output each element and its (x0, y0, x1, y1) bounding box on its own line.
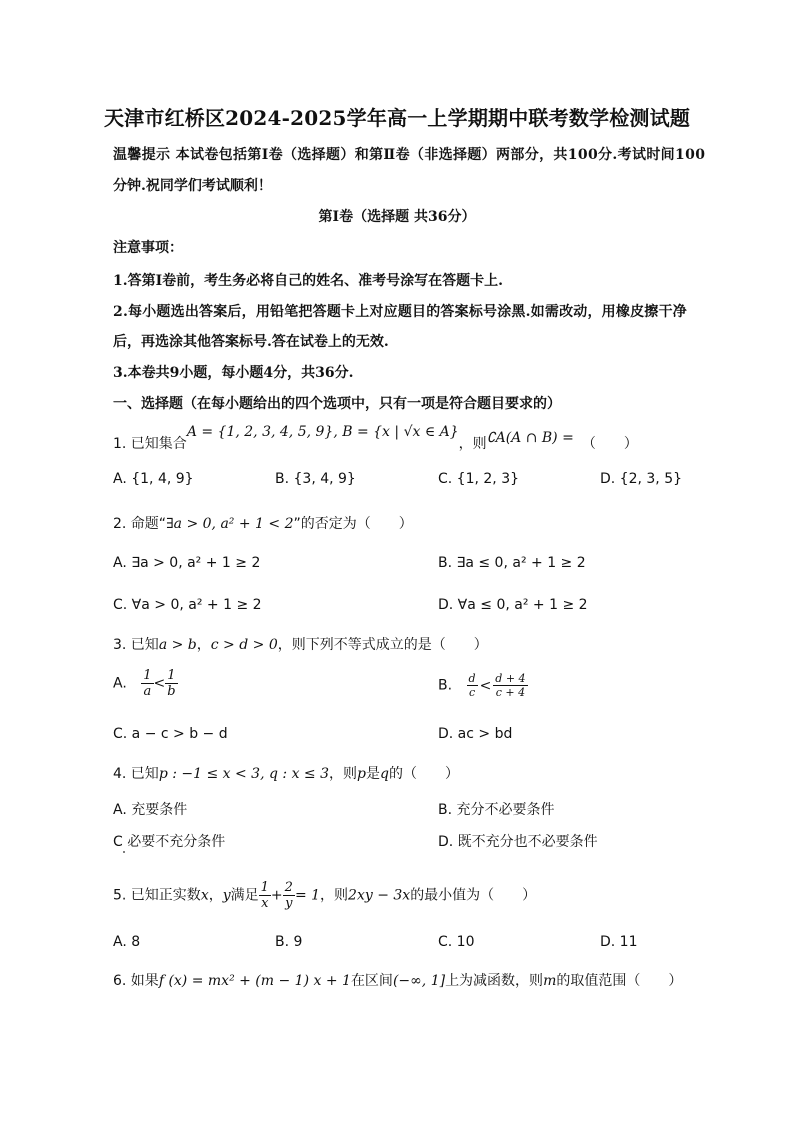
q5-stem-mid-2: ，则 (320, 887, 349, 904)
question-3 (113, 634, 488, 654)
q6-func: f (x) = mx² + (m − 1) x + 1 (158, 973, 351, 989)
q4-q: q (379, 766, 389, 782)
q5-y: y (222, 887, 231, 904)
q4-option-d: D. 既不充分也不必要条件 (438, 834, 598, 850)
q2-option-d: D. ∀a ≤ 0, a² + 1 ≥ 2 (438, 597, 588, 613)
q3-b-num-1: d (468, 672, 476, 685)
q3-stem-sep: ， (196, 637, 211, 653)
q5-option-b: B. 9 (275, 934, 303, 950)
q2-option-b: B. ∃a ≤ 0, a² + 1 ≥ 2 (438, 555, 586, 571)
notes-heading: 注意事项： (113, 240, 183, 256)
q6-m: m (543, 973, 557, 989)
q4-is: 是 (365, 766, 380, 782)
q1-option-b: B. {3, 4, 9} (275, 471, 356, 487)
q1-option-c: C. {1, 2, 3} (438, 471, 520, 487)
q4-p: p (357, 766, 366, 782)
q1-set-b: , B = {x | √x ∈ A} (333, 424, 459, 440)
q3-a-op: < (153, 675, 166, 692)
q2-option-a: A. ∃a > 0, a² + 1 ≥ 2 (113, 555, 261, 571)
q2-stem-math: ∃a > 0, a² + 1 < 2 (166, 516, 294, 532)
question-4 (113, 763, 459, 783)
q3-a-frac-1 (141, 668, 153, 699)
q3-b-frac-1 (467, 672, 478, 699)
q3-b-den-2: c + 4 (495, 686, 526, 699)
q3-a-frac-2 (165, 668, 177, 699)
page-title: 天津市红桥区2024-2025学年高一上学期期中联考数学检测试题 (103, 106, 691, 130)
q4-option-b: B. 充分不必要条件 (438, 802, 555, 818)
q2-option-c: C. ∀a > 0, a² + 1 ≥ 2 (113, 597, 262, 613)
q6-stem-prefix: 6. 如果 (113, 973, 159, 989)
q3-option-c: C. a − c > b − d (113, 726, 228, 742)
q4-stem-math: p : −1 ≤ x < 3, q : x ≤ 3 (158, 766, 330, 782)
question-5 (113, 880, 536, 911)
q3-a-den-2: b (167, 684, 176, 699)
q3-a-num-2: 1 (165, 668, 177, 684)
q3-b-den-1: c (468, 686, 476, 699)
q1-option-d: D. {2, 3, 5} (600, 471, 683, 487)
q6-stem-mid: 在区间 (350, 973, 393, 989)
q5-comma: ， (208, 887, 223, 904)
question-1 (113, 424, 638, 453)
q3-stem-math-2: c > d > 0 (210, 637, 278, 653)
q2-stem-suffix: ”的否定为（ ） (293, 516, 413, 532)
note-1: 1.答第Ⅰ卷前，考生务必将自己的姓名、准考号涂写在答题卡上. (113, 273, 504, 289)
q3-b-num-2: d + 4 (495, 672, 526, 685)
question-2 (113, 513, 413, 533)
q1-option-a: A. {1, 4, 9} (113, 471, 194, 487)
q1-complement: ∁A(A ∩ B) = (486, 430, 574, 446)
q5-stem-prefix: 5. 已知正实数 (113, 887, 201, 904)
note-2b: 后，再选涂其他答案标号.答在试卷上的无效. (113, 334, 389, 350)
q1-stem-prefix: 1. 已知集合 (113, 436, 187, 452)
q5-den-2: y (285, 896, 293, 911)
note-3: 3.本卷共9小题，每小题4分，共36分. (113, 365, 354, 381)
q6-stem-suffix: 的取值范围（ ） (556, 973, 683, 989)
q3-b-label: B. (438, 677, 453, 694)
q1-set-a: A = {1, 2, 3, 4, 5, 9} (186, 424, 334, 440)
q5-frac-2 (283, 880, 295, 911)
q5-eq: = 1 (294, 887, 321, 904)
q1-stem-mid: ，则 (458, 436, 487, 452)
q3-a-label: A. (113, 675, 127, 692)
q3-b-op: < (479, 677, 492, 694)
q3-stem-suffix: ，则下列不等式成立的是（ ） (277, 637, 488, 653)
intro-line-1: 温馨提示 本试卷包括第Ⅰ卷（选择题）和第Ⅱ卷（非选择题）两部分，共100分.考试时间100 (113, 147, 706, 163)
q5-den-1: x (261, 896, 269, 911)
q5-option-c: C. 10 (438, 934, 475, 950)
q3-stem-prefix: 3. 已知 (113, 637, 159, 653)
q4-stem-prefix: 4. 已知 (113, 766, 159, 782)
q3-a-den-1: a (143, 684, 152, 699)
note-2a: 2.每小题选出答案后，用铅笔把答题卡上对应题目的答案标号涂黑.如需改动，用橡皮擦干净 (113, 304, 687, 320)
q5-expr: 2xy − 3x (348, 887, 411, 904)
q3-option-d: D. ac > bd (438, 726, 513, 742)
q3-a-num-1: 1 (143, 668, 152, 683)
q4-option-c: C 必要不充分条件 (113, 834, 226, 850)
q6-stem-mid-2: 上为减函数，则 (445, 973, 544, 989)
q5-stem-mid: 满足 (230, 887, 259, 904)
q3-stem-math-1: a > b (158, 637, 197, 653)
q5-x: x (200, 887, 209, 904)
part-heading: 一、选择题（在每小题给出的四个选项中，只有一项是符合题目要求的） (113, 396, 561, 412)
section-title: 第Ⅰ卷（选择题 共36分） (318, 209, 476, 225)
q6-interval: (−∞, 1] (392, 973, 446, 989)
q4-option-a: A. 充要条件 (113, 802, 188, 818)
intro-line-2: 分钟.祝同学们考试顺利！ (113, 178, 272, 194)
q5-option-d: D. 11 (600, 934, 638, 950)
q5-option-a: A. 8 (113, 934, 141, 950)
q5-num-1: 1 (260, 880, 269, 895)
q2-stem-prefix: 2. 命题“ (113, 516, 167, 532)
q4-stem-suffix: 的（ ） (388, 766, 459, 782)
q1-paren: （ ） (581, 436, 638, 452)
q4-stem-mid: ，则 (329, 766, 358, 782)
q3-b-frac-2 (493, 672, 527, 699)
q5-stem-suffix: 的最小值为（ ） (410, 887, 537, 904)
stray-dot (123, 851, 125, 853)
q3-option-a (113, 668, 178, 699)
q5-plus: + (270, 887, 283, 904)
q3-option-b (438, 672, 528, 699)
question-6 (113, 970, 682, 990)
q5-frac-1 (259, 880, 271, 911)
q5-num-2: 2 (284, 880, 293, 895)
